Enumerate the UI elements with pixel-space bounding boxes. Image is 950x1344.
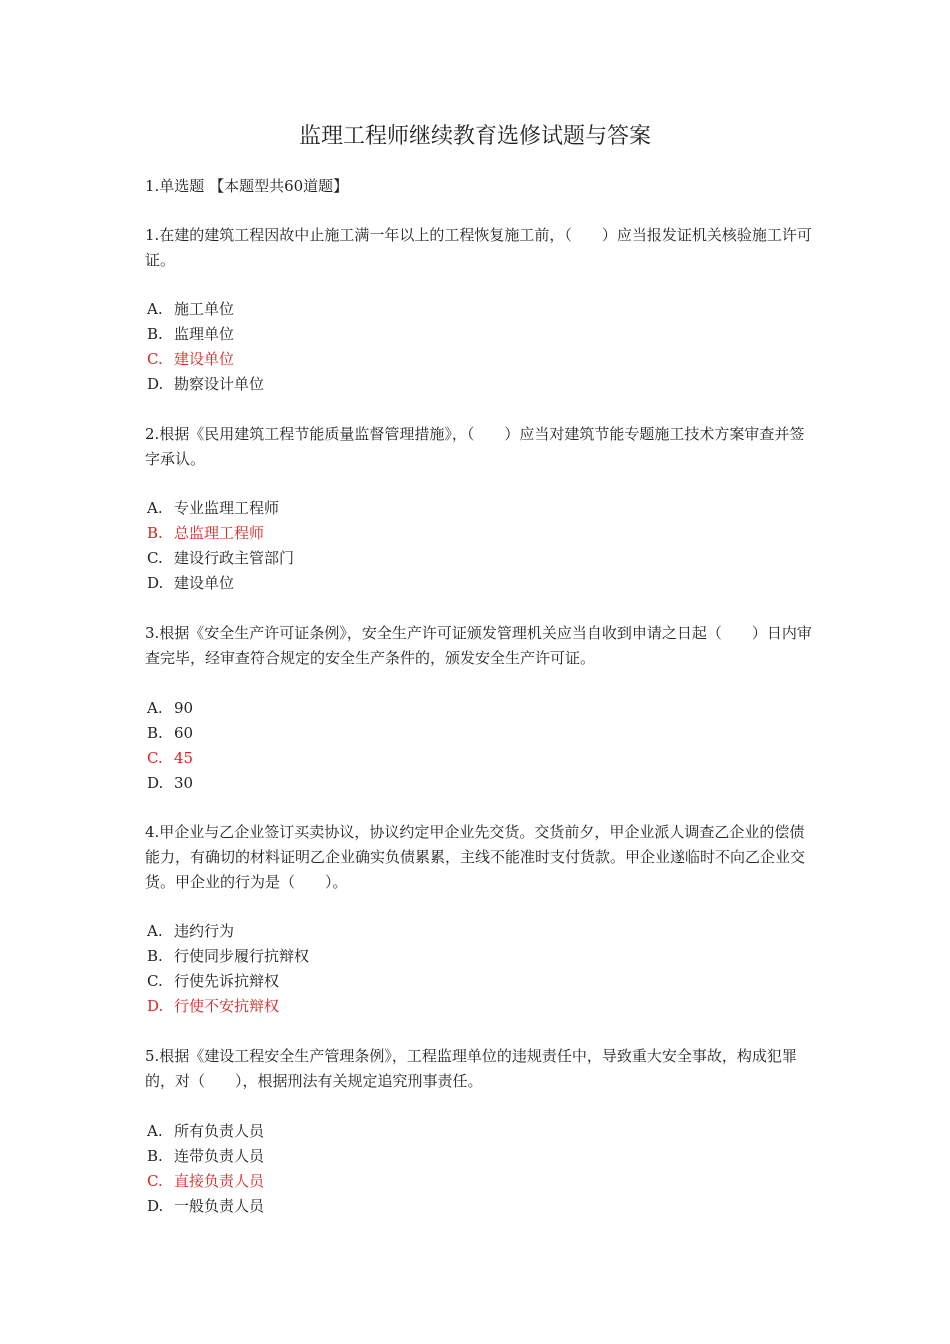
option-b [147,322,264,347]
option-letter: A. [147,922,163,940]
option-letter: C. [147,1172,163,1190]
option-letter: B. [147,1147,163,1165]
option-text: 45 [174,749,194,767]
option-text: 60 [174,724,194,742]
option-b [147,521,294,546]
option-letter: A. [147,699,163,717]
option-c [147,746,193,771]
option-letter: B. [147,325,163,343]
option-d [147,372,264,397]
option-a [147,696,193,721]
option-text: 行使先诉抗辩权 [174,972,280,990]
option-letter: A. [147,1122,163,1140]
option-text: 总监理工程师 [174,524,265,542]
option-text: 30 [174,774,194,792]
option-a [147,919,309,944]
option-a [147,496,294,521]
option-list [147,919,309,1019]
option-list [147,496,294,596]
option-d [147,994,309,1019]
option-letter: C. [147,972,163,990]
option-text: 建设单位 [174,350,235,368]
option-text: 勘察设计单位 [174,375,265,393]
option-text: 行使不安抗辩权 [174,997,280,1015]
option-text: 一般负责人员 [174,1197,265,1215]
option-list [147,1119,264,1219]
option-c [147,347,264,372]
question-stem: 5.根据《建设工程安全生产管理条例》，工程监理单位的违规责任中，导致重大安全事故，构成犯罪的，对（ ），根据刑法有关规定追究刑事责任。 [145,1047,797,1090]
option-letter: D. [147,1197,164,1215]
option-letter: A. [147,499,163,517]
option-text: 连带负责人员 [174,1147,265,1165]
option-d [147,771,193,796]
option-a [147,297,264,322]
option-letter: B. [147,524,163,542]
option-letter: D. [147,997,164,1015]
option-text: 违约行为 [174,922,235,940]
option-letter: D. [147,774,164,792]
option-letter: D. [147,375,164,393]
option-text: 建设单位 [174,574,235,592]
option-b [147,721,193,746]
option-list [147,297,264,397]
option-text: 施工单位 [174,300,235,318]
question-stem: 2.根据《民用建筑工程节能质量监督管理措施》，（ ）应当对建筑节能专题施工技术方案审查并签字承认。 [145,425,805,468]
option-c [147,1169,264,1194]
option-letter: C. [147,350,163,368]
option-text: 90 [174,699,194,717]
option-letter: C. [147,549,163,567]
option-b [147,1144,264,1169]
option-c [147,969,309,994]
section-heading: 1.单选题 【本题型共60道题】 [145,177,349,195]
option-text: 监理单位 [174,325,235,343]
option-c [147,546,294,571]
document-title: 监理工程师继续教育选修试题与答案 [298,124,651,149]
option-d [147,571,294,596]
option-text: 行使同步履行抗辩权 [174,947,310,965]
option-text: 建设行政主管部门 [174,549,295,567]
option-text: 直接负责人员 [174,1172,265,1190]
option-text: 专业监理工程师 [174,499,280,517]
option-a [147,1119,264,1144]
question-stem: 3.根据《安全生产许可证条例》，安全生产许可证颁发管理机关应当自收到申请之日起（ ）日内审查完毕，经审查符合规定的安全生产条件的，颁发安全生产许可证。 [145,624,812,667]
question-stem: 4.甲企业与乙企业签订买卖协议，协议约定甲企业先交货。交货前夕，甲企业派人调查乙企业的偿债能力，有确切的材料证明乙企业确实负债累累，主线不能准时支付货款。甲企业遂临时不向乙企业交货。甲企业的行为是（ ）。 [145,823,806,891]
option-letter: A. [147,300,163,318]
option-d [147,1194,264,1219]
option-list [147,696,193,796]
option-letter: B. [147,724,163,742]
option-letter: C. [147,749,163,767]
option-b [147,944,309,969]
question-stem: 1.在建的建筑工程因故中止施工满一年以上的工程恢复施工前，（ ）应当报发证机关核验施工许可证。 [145,226,812,269]
option-text: 所有负责人员 [174,1122,265,1140]
option-letter: B. [147,947,163,965]
option-letter: D. [147,574,164,592]
